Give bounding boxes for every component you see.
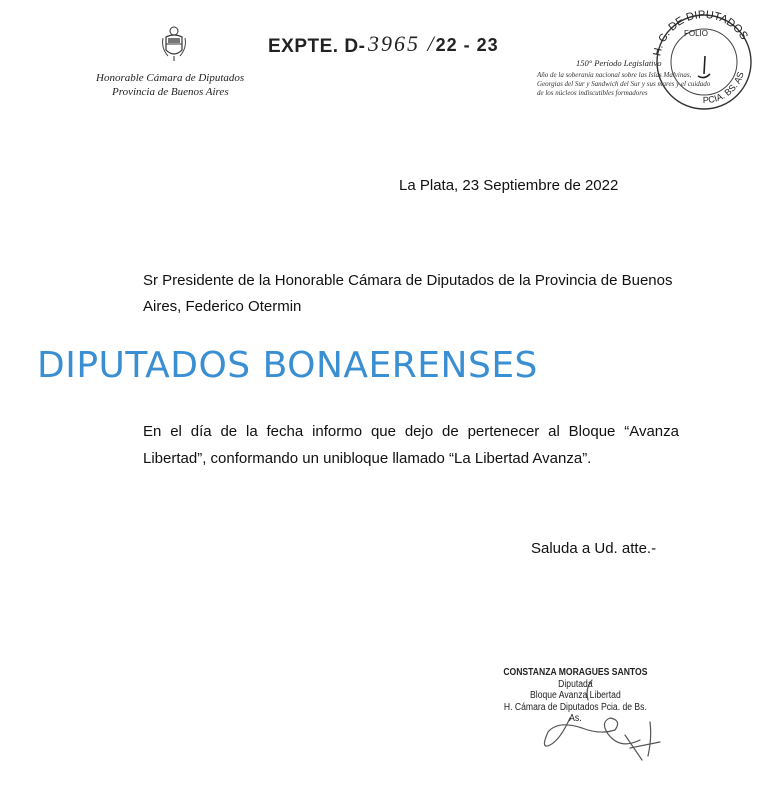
seal-text-top: H. C. DE DIPUTADOS: [651, 10, 750, 58]
coat-of-arms-icon: [160, 26, 188, 62]
watermark-overlay: DIPUTADOS BONAERENSES: [37, 345, 538, 386]
expte-number: [368, 31, 499, 57]
letter-addressee: Sr Presidente de la Honorable Cámara de Diputados de la Provincia de Buenos Aires, Federico Otermin: [143, 272, 673, 315]
letter-body: En el día de la fecha informo que dejo de pertenecer al Bloque “Avanza Libertad”, conformando un unibloque llamado “La Libertad Avanza”.: [143, 423, 679, 467]
folio-seal-stamp: [648, 10, 760, 112]
year-legend: Año de la soberanía nacional sobre las Islas Malvinas, Georgias del Sur y Sandwich del Sur y sus mares y el cuidado de los núcleos indiscutibles formadores: [537, 71, 711, 97]
signature-stamp: [498, 667, 653, 725]
legislative-period: 150° Período Legislativo: [576, 58, 662, 68]
signer-name: CONSTANZA MORAGUES SANTOS: [503, 667, 648, 678]
expte-number-suffix: 22 - 23: [435, 35, 499, 55]
expte-label: EXPTE. D-: [268, 36, 366, 57]
expte-number-main: 3965 /: [368, 31, 436, 56]
letter-date: La Plata, 23 Septiembre de 2022: [399, 177, 619, 194]
signer-chamber: H. Cámara de Diputados Pcia. de Bs. As.: [503, 701, 647, 724]
signer-role: Diputada: [558, 678, 593, 690]
seal-text-bottom: PCIA. BS. AS: [702, 70, 746, 106]
letter-closing: Saluda a Ud. atte.-: [531, 540, 657, 557]
folio-label: FOLIO: [684, 29, 709, 38]
signer-bloc: Bloque Avanza Libertad: [530, 690, 621, 701]
institution-province: Provincia de Buenos Aires: [112, 86, 229, 98]
institution-name: Honorable Cámara de Diputados: [96, 72, 245, 84]
